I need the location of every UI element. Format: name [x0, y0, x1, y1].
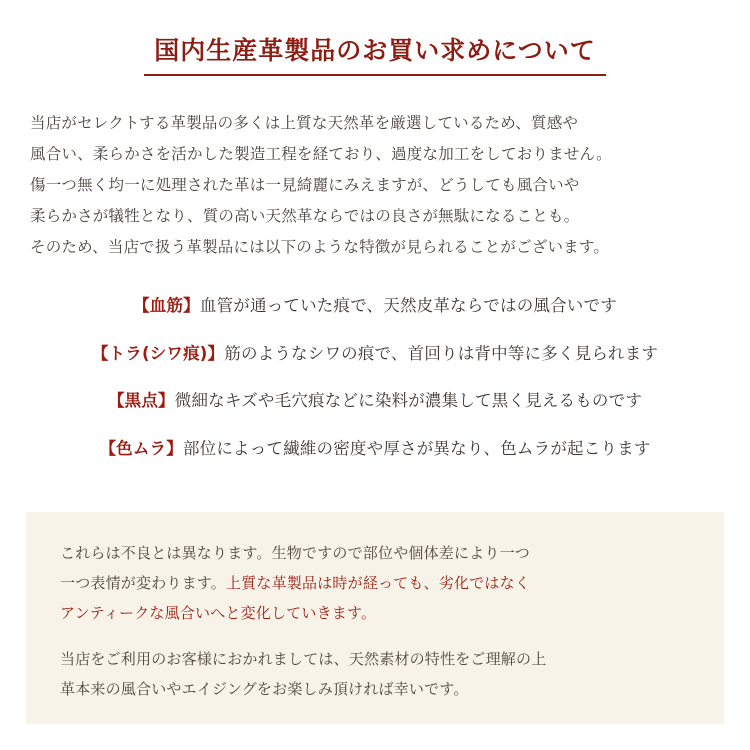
list-item — [26, 341, 724, 367]
page-title: 国内生産革製品のお買い求めについて — [144, 34, 606, 76]
list-item — [26, 388, 724, 414]
list-item — [26, 293, 724, 319]
note-text-highlight: アンティークな風合いへと変化していきます。 — [60, 604, 377, 622]
note-line: これらは不良とは異なります。生物ですので部位や個体差により一つ — [60, 544, 531, 562]
list-item — [26, 436, 724, 462]
intro-line: そのため、当店で扱う革製品には以下のような特徴が見られることがございます。 — [30, 238, 610, 256]
feature-text: 筋のようなシワの痕で、首回りは背中等に多く見られます — [224, 343, 659, 363]
feature-text: 部位によって繊維の密度や厚さが異なり、色ムラが起こります — [182, 438, 651, 458]
feature-tag: 【黒点】 — [107, 391, 175, 411]
intro-line: 柔らかさが犠牲となり、質の高い天然革ならではの良さが無駄になることも。 — [30, 207, 580, 225]
note-line: 当店をご利用のお客様におかれましては、天然素材の特性をご理解の上 — [60, 650, 547, 668]
note-text-plain: 一つ表情が変わります。 — [60, 574, 227, 592]
note-text-highlight: 上質な革製品は時が経っても、劣化ではなく — [226, 574, 531, 592]
feature-tag: 【色ムラ】 — [99, 438, 183, 458]
feature-list — [26, 293, 724, 461]
feature-text: 微細なキズや毛穴痕などに染料が濃集して黒く見えるものです — [174, 391, 643, 411]
feature-tag: 【トラ(シワ痕)】 — [91, 343, 225, 363]
intro-line: 当店がセレクトする革製品の多くは上質な天然革を厳選しているため、質感や — [30, 114, 579, 132]
note-line: 革本来の風合いやエイジングをお楽しみ頂ければ幸いです。 — [60, 680, 469, 698]
note-line — [60, 568, 694, 598]
feature-tag: 【血筋】 — [133, 296, 200, 315]
closing-note-box — [26, 512, 724, 724]
note-line — [60, 598, 694, 628]
intro-paragraph — [30, 108, 720, 263]
title-container — [26, 28, 724, 86]
feature-text: 血管が通っていた痕で、天然皮革ならではの風合いです — [199, 296, 617, 315]
intro-line: 風合い、柔らかさを活かした製造工程を経ており、過度な加工をしておりません。 — [30, 145, 612, 163]
intro-line: 傷一つ無く均一に処理された革は一見綺麗にみえますが、どうしても風合いや — [30, 176, 580, 194]
